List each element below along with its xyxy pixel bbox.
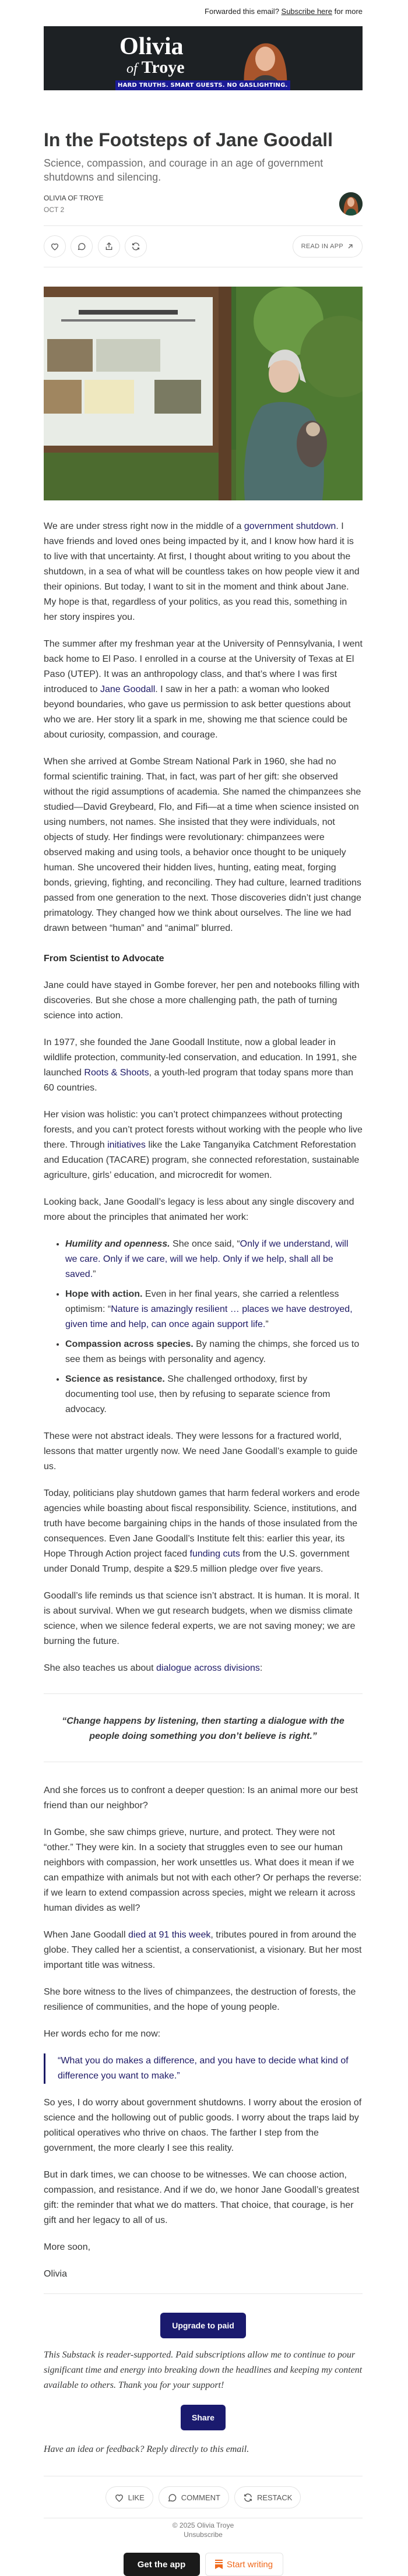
read-in-app-label: READ IN APP: [301, 243, 343, 250]
publication-logo: [119, 34, 185, 77]
share-post-button[interactable]: Share: [181, 2405, 226, 2430]
paragraph: [44, 1825, 363, 1916]
text-run: :: [259, 1663, 263, 1673]
inline-link[interactable]: Jane Goodall: [100, 684, 156, 694]
restack-label: RESTACK: [256, 2493, 293, 2502]
text-run: Goodall’s life reminds us that science isn’t abstract. It is human. It is moral. It is about survival. When we gut research budgets, when we dismiss climate science, when we silence federal experts, we are not saving money; we are burning the future.: [44, 1591, 360, 1646]
start-writing-button[interactable]: [205, 2553, 283, 2576]
inline-link[interactable]: dialogue across divisions: [156, 1663, 260, 1673]
text-run: Jane could have stayed in Gombe forever, her pen and notebooks filling with discoveries. But she chose a more challenging path, the path of turning science into action.: [44, 980, 360, 1021]
reader-supported-note: This Substack is reader-supported. Paid subscriptions allow me to continue to pour significant time and energy into breaking down the headlines and keeping my content available to others. Thank you for your support!: [44, 2350, 363, 2390]
text-run: Her vision was holistic: you can’t protect chimpanzees without protecting forests, and you can’t protect forests without working with the people who live there. Through: [44, 1110, 363, 1150]
comment-button[interactable]: [71, 235, 93, 257]
comment-icon: [77, 242, 86, 251]
list-item: [65, 1237, 363, 1282]
paragraph: [44, 1035, 363, 1096]
text-run: In Gombe, she saw chimps grieve, nurture, and protect. They were not “other.” They were kin. In a society that struggles even to see our human neighbors with compassion, her work unsettles us. What does it mean if we can empathize with animals but not with each other? Or perhaps the reverse: if we learn to extend compassion across species, might we relearn it across human divides as well?: [44, 1827, 362, 1913]
bold-text: Science as resistance.: [65, 1374, 165, 1384]
text-run: When she arrived at Gombe Stream National Park in 1960, she had no formal scientific training. That, in fact, was part of her gift: she observed without the rigid assumptions of academia. She named the chimpanzees she studied—David Greybeard, Flo, and Fifi—at a time when science insisted on using numbers, not names. She insisted that they were individuals, not objects of study. Her findings were revolutionary: chimpanzees were observed making and using tools, a behavior once thought to be uniquely human. She uncovered their hidden lives, hunting, eating meat, forging bonds, grieving, fighting, and reconciling. They had culture, learned traditions passed from one generation to the next. Those discoveries didn’t just change primatology. They changed how we think about ourselves. The line we had drawn between “human” and “animal” blurred.: [44, 757, 361, 933]
text-run: ”: [93, 1269, 96, 1279]
text-run: Her words echo for me now:: [44, 2029, 161, 2039]
upgrade-to-paid-button[interactable]: Upgrade to paid: [160, 2313, 246, 2338]
heart-icon: [50, 242, 59, 251]
paragraph: [44, 2240, 363, 2255]
inline-link[interactable]: Only if we understand, will we care. Only if we care, will we help. Only if we help, shall all be saved.: [65, 1239, 349, 1279]
paragraph: [44, 1783, 363, 1813]
forward-prefix: Forwarded this email?: [205, 7, 282, 16]
article-body: [44, 519, 363, 2282]
paragraph: [44, 978, 363, 1024]
paragraph: [44, 1985, 363, 2015]
inline-link[interactable]: funding cuts: [189, 1549, 240, 1559]
text-run: Olivia: [44, 2269, 68, 2279]
paragraph: [44, 2168, 363, 2228]
paragraph: [44, 1486, 363, 1577]
paragraph: [44, 637, 363, 743]
text-run: The summer after my freshman year at the University of Pennsylvania, I went back home to El Paso. I enrolled in a course at the University of Texas at El Paso (UTEP). It was an anthropology class, and that’s where I was first introduced to: [44, 639, 363, 694]
text-run: When Jane Goodall: [44, 1930, 128, 1940]
comment-icon: [167, 2493, 177, 2503]
paragraph: [44, 519, 363, 625]
unsubscribe-link[interactable]: Unsubscribe: [184, 2531, 223, 2539]
text-run: Today, politicians play shutdown games that harm federal workers and erode agencies while boasting about fiscal responsibility. Science, institutions, and truth have become bargaining chips in the hands of those insulated from the consequences. Even Jane Goodall’s Institute felt this: earlier this year, its Hope Through Action project faced: [44, 1488, 360, 1559]
post-meta: [44, 192, 363, 216]
restack-icon: [131, 242, 140, 251]
text-run: She bore witness to the lives of chimpanzees, the destruction of forests, the resilience of communities, and the hope of young people.: [44, 1987, 356, 2012]
author-name[interactable]: OLIVIA OF TROYE: [44, 194, 104, 202]
paragraph: [44, 754, 363, 936]
post-title: In the Footsteps of Jane Goodall: [44, 129, 333, 150]
get-the-app-button[interactable]: Get the app: [124, 2553, 200, 2576]
principles-list: [44, 1237, 363, 1417]
text-run: By naming the chimps, she forced us to see them as beings with personality and agency.: [65, 1339, 360, 1364]
bold-text: Hope with action.: [65, 1289, 143, 1299]
post-subtitle: Science, compassion, and courage in an age of government shutdowns and silencing.: [44, 157, 323, 183]
paragraph: [44, 1107, 363, 1183]
heart-icon: [114, 2493, 124, 2503]
list-item: [65, 1372, 363, 1417]
list-item: [65, 1337, 363, 1367]
footer-like-button[interactable]: [105, 2486, 153, 2508]
pull-quote-section: [44, 1693, 363, 1762]
text-run: from the U.S. government under Donald Trump, despite a $29.5 million pledge over five years.: [44, 1549, 350, 1574]
inline-link[interactable]: Nature is amazingly resilient … places we have destroyed, given time and help, can once again support life.: [65, 1304, 353, 1329]
text-run: These were not abstract ideals. They were lessons for a fractured world, lessons that matter urgently now. We need Jane Goodall’s example to guide us.: [44, 1431, 358, 1472]
hero-image[interactable]: [44, 287, 363, 500]
author-avatar[interactable]: [339, 192, 363, 216]
paragraph: [44, 1928, 363, 1973]
bold-text: Humility and openness.: [65, 1239, 170, 1249]
section-heading: [44, 951, 363, 966]
banner-tagline: HARD TRUTHS. SMART GUESTS. NO GASLIGHTING.: [115, 80, 290, 90]
text-run: . I saw in her a path: a woman who looked beyond boundaries, who gave us permission to ask better questions about who we are. Her story lit a spark in me, showing me that science could be about curiosity, compassion, and courage.: [44, 684, 351, 740]
inline-link[interactable]: initiatives: [107, 1140, 146, 1150]
logo-surname: Troye: [141, 58, 185, 77]
text-run: , a youth-led program that today spans more than 60 countries.: [44, 1068, 353, 1093]
subscribe-link[interactable]: Subscribe here: [281, 7, 332, 16]
post-date: OCT 2: [44, 206, 65, 214]
blockquote: [44, 2053, 363, 2084]
text-run: She challenged orthodoxy, first by documenting tool use, then by refusing to separate science from advocacy.: [65, 1374, 330, 1414]
paragraph: [44, 2027, 363, 2042]
text-run: She also teaches us about: [44, 1663, 157, 1673]
logo-of: of: [126, 61, 138, 76]
paragraph: [44, 1429, 363, 1474]
inline-link[interactable]: died at 91 this week: [128, 1930, 211, 1940]
paragraph: [44, 1195, 363, 1225]
text-run: “Change happens by listening, then starting a dialogue with the people doing something you don’t believe is right.”: [62, 1716, 344, 1741]
text-run: Looking back, Jane Goodall’s legacy is less about any single discovery and more about the principles that animated her work:: [44, 1197, 354, 1222]
paragraph: [44, 2267, 363, 2282]
text-run: ”: [265, 1319, 269, 1329]
substack-logo-icon: [215, 2560, 223, 2569]
footer-comment-button[interactable]: [159, 2486, 229, 2508]
text-run: But in dark times, we can choose to be witnesses. We can choose action, compassion, and resistance. And if we do, we honor Jane Goodall’s greatest gift: the reminder that what we do matters. That choice, that courage, is her gift and her legacy to all of us.: [44, 2170, 360, 2225]
restack-button[interactable]: [125, 235, 147, 257]
pull-quote: [44, 1694, 363, 1762]
forward-suffix: for more: [332, 7, 363, 16]
text-run: We are under stress right now in the middle of a: [44, 521, 244, 531]
header-divider: [44, 225, 363, 226]
text-run: , tributes poured in from around the globe. They called her a scientist, a conservationist, a visionary. But her most important title was witness.: [44, 1930, 362, 1970]
text-run: She once said, “: [170, 1239, 240, 1249]
paragraph: [44, 2095, 363, 2156]
footer-restack-button[interactable]: [234, 2486, 301, 2508]
post-actions: [44, 235, 363, 257]
read-in-app-button[interactable]: [293, 235, 363, 257]
bold-text: Compassion across species.: [65, 1339, 194, 1349]
text-run: And she forces us to confront a deeper question: Is an animal more our best friend than our neighbor?: [44, 1785, 358, 1811]
comment-label: COMMENT: [181, 2493, 220, 2502]
publication-banner[interactable]: [44, 26, 363, 90]
arrow-up-right-icon: [347, 243, 354, 250]
feedback-note: Have an idea or feedback? Reply directly to this email.: [44, 2444, 249, 2454]
text-run: . I have friends and loved ones being impacted by it, and I know how hard it is to live with that uncertainty. At first, I thought about writing to you about the shutdown, in a sea of what will be countless takes on how people view it and their opinions. But today, I want to sit in the moment and think about Jane. My hope is that, regardless of your politics, as you read this, something in her story inspires you.: [44, 521, 360, 622]
restack-icon: [243, 2493, 253, 2503]
text-run: More soon,: [44, 2242, 91, 2252]
paragraph: [44, 1661, 363, 1676]
share-icon: [104, 242, 114, 251]
inline-link[interactable]: government shutdown: [244, 521, 336, 531]
list-item: [65, 1287, 363, 1332]
like-label: LIKE: [128, 2493, 145, 2502]
text-run: like the Lake Tanganyika Catchment Reforestation and Education (TACARE) program, she connected reforestation, sustainable agriculture, girls’ education, and microcredit for women.: [44, 1140, 360, 1180]
text-run: From Scientist to Advocate: [44, 954, 164, 964]
paragraph: [44, 1589, 363, 1649]
text-run: Even in her final years, she carried a relentless optimism: “: [65, 1289, 339, 1314]
logo-name: Olivia: [119, 33, 184, 60]
start-writing-label: Start writing: [226, 2559, 273, 2570]
inline-link[interactable]: Roots & Shoots: [84, 1068, 149, 1078]
forward-notice: [44, 0, 363, 16]
copyright: © 2025 Olivia Troye: [172, 2521, 234, 2529]
like-button[interactable]: [44, 235, 66, 257]
text-run: In 1977, she founded the Jane Goodall Institute, now a global leader in wildlife protection, community-led conservation, and education. In 1991, she launched: [44, 1038, 357, 1078]
share-button[interactable]: [98, 235, 120, 257]
text-run: “What you do makes a difference, and you have to decide what kind of difference you want to make.”: [58, 2056, 349, 2081]
text-run: So yes, I do worry about government shutdowns. I worry about the erosion of science and the hollowing out of public goods. I worry about the traps laid by political operatives who thrive on chaos. The farther I step from the government, the more clearly I see this reality.: [44, 2098, 362, 2153]
